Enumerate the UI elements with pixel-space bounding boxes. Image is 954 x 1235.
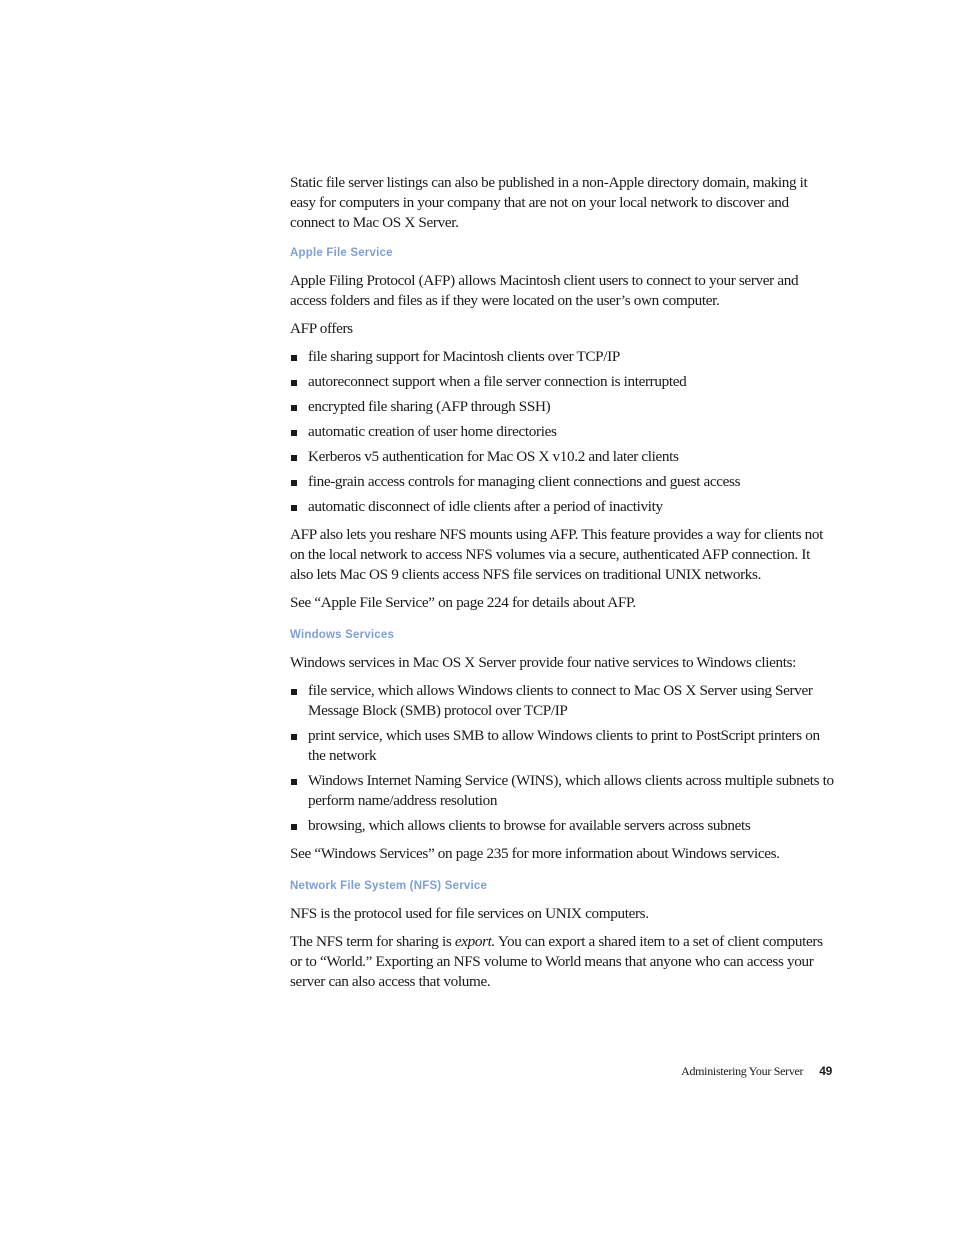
afp-see-reference: See “Apple File Service” on page 224 for details about AFP. <box>290 594 636 611</box>
windows-see-reference: See “Windows Services” on page 235 for more information about Windows services. <box>290 845 780 862</box>
nfs-paragraph-2: The NFS term for sharing is export. You can export a shared item to a set of client computers or to “World.” Exporting an NFS volume to World means that anyone who can access your server can also access that volume. <box>290 933 823 990</box>
page-footer <box>560 1062 832 1080</box>
windows-paragraph-1: Windows services in Mac OS X Server provide four native services to Windows clients: <box>290 654 797 671</box>
list-item: Windows Internet Naming Service (WINS), which allows clients across multiple subnets to perform name/address resolution <box>290 771 835 811</box>
square-bullet-icon <box>291 455 297 461</box>
afp-feature-list <box>290 347 835 517</box>
square-bullet-icon <box>291 355 297 361</box>
list-item: automatic creation of user home directories <box>290 422 835 442</box>
square-bullet-icon <box>291 430 297 436</box>
list-item: browsing, which allows clients to browse for available servers across subnets <box>290 816 835 836</box>
page-body <box>290 173 835 1000</box>
list-item: file service, which allows Windows clients to connect to Mac OS X Server using Server Message Block (SMB) protocol over TCP/IP <box>290 681 835 721</box>
export-term: export. <box>454 933 495 950</box>
afp-paragraph-2: AFP also lets you reshare NFS mounts using AFP. This feature provides a way for clients not on the local network to access NFS volumes via a secure, authenticated AFP connection. It also lets Mac OS 9 clients access NFS file services on traditional UNIX networks. <box>290 526 823 583</box>
nfs-paragraph-1: NFS is the protocol used for file services on UNIX computers. <box>290 905 649 922</box>
square-bullet-icon <box>291 480 297 486</box>
intro-paragraph: Static file server listings can also be published in a non-Apple directory domain, making it easy for computers in your company that are not on your local network to discover and connect to Mac OS X Server. <box>290 174 808 231</box>
heading-windows-services: Windows Services <box>290 629 395 641</box>
page-number: 49 <box>819 1064 832 1078</box>
list-item: file sharing support for Macintosh clients over TCP/IP <box>290 347 835 367</box>
list-item: autoreconnect support when a file server connection is interrupted <box>290 372 835 392</box>
square-bullet-icon <box>291 505 297 511</box>
list-item: fine-grain access controls for managing client connections and guest access <box>290 472 835 492</box>
square-bullet-icon <box>291 824 297 830</box>
footer-chapter-title: Administering Your Server <box>681 1064 804 1078</box>
list-item: print service, which uses SMB to allow Windows clients to print to PostScript printers on the network <box>290 726 835 766</box>
afp-paragraph-1: Apple Filing Protocol (AFP) allows Macintosh client users to connect to your server and access folders and files as if they were located on the user’s own computer. <box>290 272 799 309</box>
square-bullet-icon <box>291 380 297 386</box>
square-bullet-icon <box>291 734 297 740</box>
list-item: automatic disconnect of idle clients after a period of inactivity <box>290 497 835 517</box>
heading-nfs-service: Network File System (NFS) Service <box>290 880 488 892</box>
heading-apple-file-service: Apple File Service <box>290 247 393 259</box>
square-bullet-icon <box>291 779 297 785</box>
afp-offers-label: AFP offers <box>290 320 353 337</box>
list-item: Kerberos v5 authentication for Mac OS X v10.2 and later clients <box>290 447 835 467</box>
list-item: encrypted file sharing (AFP through SSH) <box>290 397 835 417</box>
windows-service-list <box>290 681 835 836</box>
square-bullet-icon <box>291 405 297 411</box>
square-bullet-icon <box>291 689 297 695</box>
